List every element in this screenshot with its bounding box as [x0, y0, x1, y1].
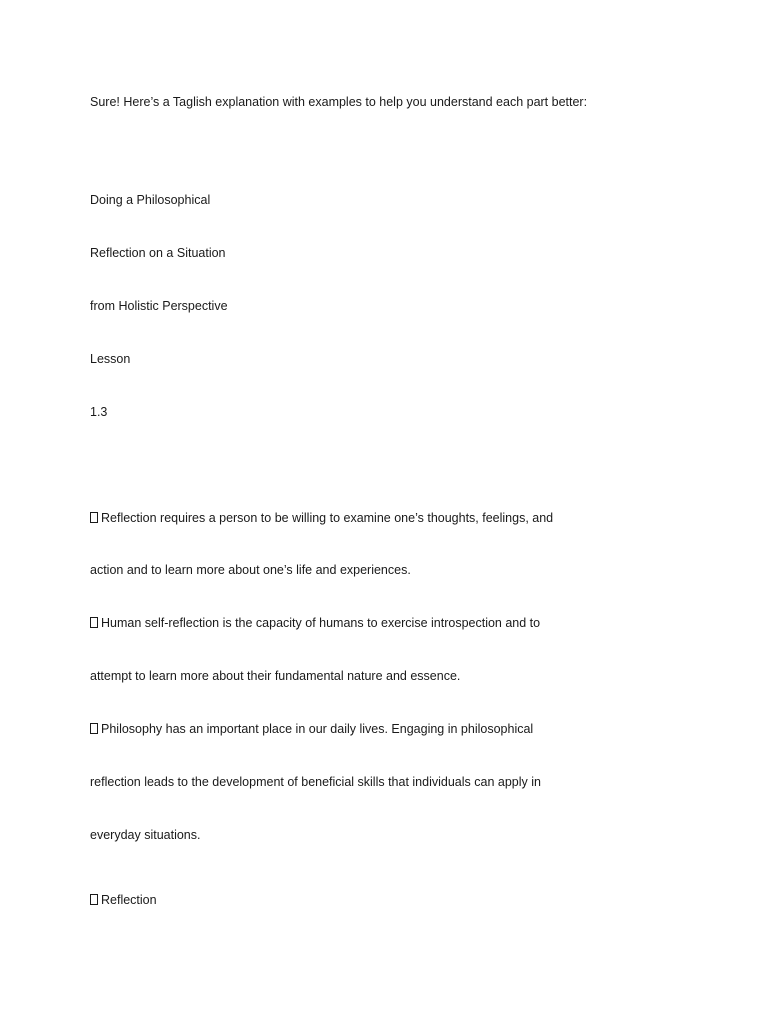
paragraph-2-text: Human self-reflection is the capacity of humans to exercise introspection and to: [101, 616, 541, 630]
title-line-3: from Holistic Perspective: [90, 299, 228, 313]
paragraph-1-line-1: [90, 510, 553, 526]
paragraph-2-line-1: [90, 615, 540, 631]
paragraph-3-line-3: everyday situations.: [90, 828, 201, 842]
paragraph-3-text: Philosophy has an important place in our daily lives. Engaging in philosophical: [101, 722, 534, 736]
paragraph-2-line-2: attempt to learn more about their fundamental nature and essence.: [90, 669, 461, 683]
missing-glyph-icon: [90, 512, 98, 523]
lesson-number: 1.3: [90, 405, 108, 419]
paragraph-1-text: Reflection requires a person to be willing to examine one’s thoughts, feelings, and: [101, 511, 554, 525]
missing-glyph-icon: [90, 723, 98, 734]
paragraph-4-text: Reflection: [101, 893, 157, 907]
title-line-2: Reflection on a Situation: [90, 246, 226, 260]
title-line-1: Doing a Philosophical: [90, 193, 211, 207]
paragraph-3-line-2: reflection leads to the development of beneficial skills that individuals can apply in: [90, 775, 541, 789]
missing-glyph-icon: [90, 617, 98, 628]
missing-glyph-icon: [90, 894, 98, 905]
paragraph-1-line-2: action and to learn more about one’s life and experiences.: [90, 563, 411, 577]
paragraph-3-line-1: [90, 721, 533, 737]
lesson-label: Lesson: [90, 352, 131, 366]
paragraph-4-line-1: [90, 892, 157, 908]
intro-text: Sure! Here’s a Taglish explanation with examples to help you understand each part better:: [90, 95, 588, 109]
